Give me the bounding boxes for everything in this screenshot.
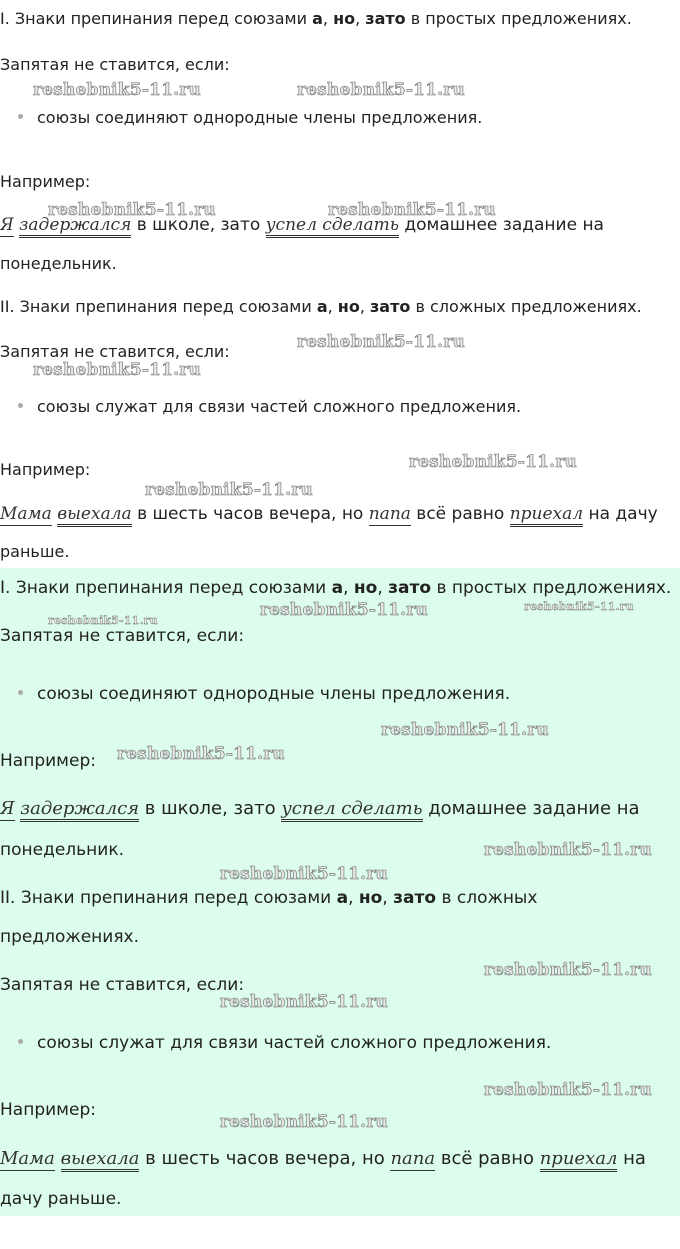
section2-heading-2-line2: предложениях. <box>0 927 140 947</box>
predicate-word: выехала <box>61 1148 140 1172</box>
example-text: в шесть часов вечера, но <box>139 1148 391 1169</box>
example-text: в школе, зато <box>131 215 266 235</box>
watermark: reshebnik5-11.ru <box>297 332 465 352</box>
example-text: в школе, зато <box>139 798 282 819</box>
predicate-word: приехал <box>510 504 583 527</box>
comma: , <box>322 9 334 28</box>
heading-text: в сложных предложениях. <box>410 297 642 316</box>
example-text: всё равно <box>410 504 510 524</box>
conjunction-a: а <box>312 9 323 28</box>
comma: , <box>359 297 370 316</box>
watermark: reshebnik5-11.ru <box>484 1080 652 1100</box>
comma: , <box>355 9 366 28</box>
section2-example-sentence <box>0 797 640 821</box>
comma: , <box>343 578 354 598</box>
section2-example-sentence-2 <box>0 1147 646 1171</box>
bullet-icon <box>18 114 23 119</box>
predicate-word: задержался <box>19 215 131 238</box>
example-text: на <box>617 1148 646 1169</box>
heading-text: I. Знаки препинания перед союзами <box>0 578 332 598</box>
watermark: reshebnik5-11.ru <box>220 992 388 1012</box>
bullet-icon <box>18 403 23 408</box>
watermark: reshebnik5-11.ru <box>260 600 428 620</box>
example-text: в шесть часов вечера, но <box>131 504 369 524</box>
conjunction-zato: зато <box>365 9 406 28</box>
section1-example-line2-2: раньше. <box>0 542 70 561</box>
subject-word: Я <box>0 798 15 819</box>
watermark: reshebnik5-11.ru <box>48 614 158 627</box>
example-text: домашнее задание на <box>422 798 640 819</box>
comma: , <box>327 297 338 316</box>
section2-bullet-item <box>18 683 510 705</box>
section1-bullet-item-2 <box>18 397 521 417</box>
example-text: всё равно <box>435 1148 540 1169</box>
watermark: reshebnik5-11.ru <box>524 600 634 613</box>
section1-rule-2: Запятая не ставится, если: <box>0 342 230 361</box>
conjunction-zato: зато <box>370 297 411 316</box>
watermark: reshebnik5-11.ru <box>484 840 652 860</box>
predicate-word: успел сделать <box>281 798 422 822</box>
heading-text: II. Знаки препинания перед союзами <box>0 888 337 908</box>
subject-word: Мама <box>0 1148 55 1169</box>
conjunction-a: а <box>336 888 349 908</box>
predicate-word: успел сделать <box>266 215 399 238</box>
conjunction-no: но <box>353 578 378 598</box>
watermark: reshebnik5-11.ru <box>381 720 549 740</box>
example-text: на дачу <box>583 504 658 524</box>
conjunction-a: а <box>316 297 328 316</box>
section2-rule-2: Запятая не ставится, если: <box>0 975 245 995</box>
subject-word: Мама <box>0 504 52 524</box>
conjunction-no: но <box>337 297 360 316</box>
subject-word: Я <box>0 215 14 235</box>
section1-heading-1 <box>0 9 632 29</box>
bullet-text: союзы соединяют однородные члены предложения. <box>37 108 483 127</box>
subject-word: папа <box>390 1148 436 1169</box>
section1-heading-2 <box>0 297 642 317</box>
bullet-text: союзы служат для связи частей сложного предложения. <box>37 1033 552 1053</box>
watermark: reshebnik5-11.ru <box>297 80 465 100</box>
section1-example-sentence-2 <box>0 503 658 525</box>
comma: , <box>348 888 359 908</box>
example-text: домашнее задание на <box>399 215 604 235</box>
watermark: reshebnik5-11.ru <box>117 744 285 764</box>
section2-example-line2: понедельник. <box>0 840 125 860</box>
watermark: reshebnik5-11.ru <box>33 80 201 100</box>
section2-rule: Запятая не ставится, если: <box>0 626 245 646</box>
conjunction-no: но <box>333 9 356 28</box>
comma: , <box>382 888 394 908</box>
section1-bullet-item <box>18 108 482 128</box>
section2-heading-1 <box>0 577 671 599</box>
watermark: reshebnik5-11.ru <box>220 864 388 884</box>
watermark: reshebnik5-11.ru <box>220 1112 388 1132</box>
heading-text: в простых предложениях. <box>431 578 672 598</box>
conjunction-no: но <box>358 888 383 908</box>
heading-text: I. Знаки препинания перед союзами <box>0 9 313 28</box>
section2-example-label-2: Например: <box>0 1100 96 1120</box>
section1-example-label-2: Например: <box>0 460 91 479</box>
section2-example-line2-2: дачу раньше. <box>0 1189 122 1209</box>
watermark: reshebnik5-11.ru <box>409 452 577 472</box>
heading-text: в простых предложениях. <box>405 9 632 28</box>
predicate-word: задержался <box>20 798 139 822</box>
conjunction-zato: зато <box>393 888 437 908</box>
section1-example-line2: понедельник. <box>0 254 117 273</box>
watermark: reshebnik5-11.ru <box>48 200 216 220</box>
conjunction-zato: зато <box>388 578 432 598</box>
section2-example-label: Например: <box>0 751 96 771</box>
bullet-text: союзы служат для связи частей сложного предложения. <box>37 397 522 416</box>
heading-text: II. Знаки препинания перед союзами <box>0 297 317 316</box>
conjunction-a: а <box>331 578 344 598</box>
subject-word: папа <box>368 504 411 524</box>
watermark: reshebnik5-11.ru <box>484 960 652 980</box>
section2-bullet-item-2 <box>18 1032 551 1054</box>
section1-rule: Запятая не ставится, если: <box>0 55 230 74</box>
watermark: reshebnik5-11.ru <box>145 480 313 500</box>
bullet-text: союзы соединяют однородные члены предложения. <box>37 684 511 704</box>
watermark: reshebnik5-11.ru <box>328 200 496 220</box>
watermark: reshebnik5-11.ru <box>33 360 201 380</box>
bullet-icon <box>18 690 23 695</box>
section2-heading-2 <box>0 887 537 909</box>
section1-example-label: Например: <box>0 172 91 191</box>
bullet-icon <box>18 1039 23 1044</box>
predicate-word: приехал <box>540 1148 618 1172</box>
heading-text: в сложных <box>436 888 538 908</box>
predicate-word: выехала <box>57 504 131 527</box>
comma: , <box>377 578 389 598</box>
